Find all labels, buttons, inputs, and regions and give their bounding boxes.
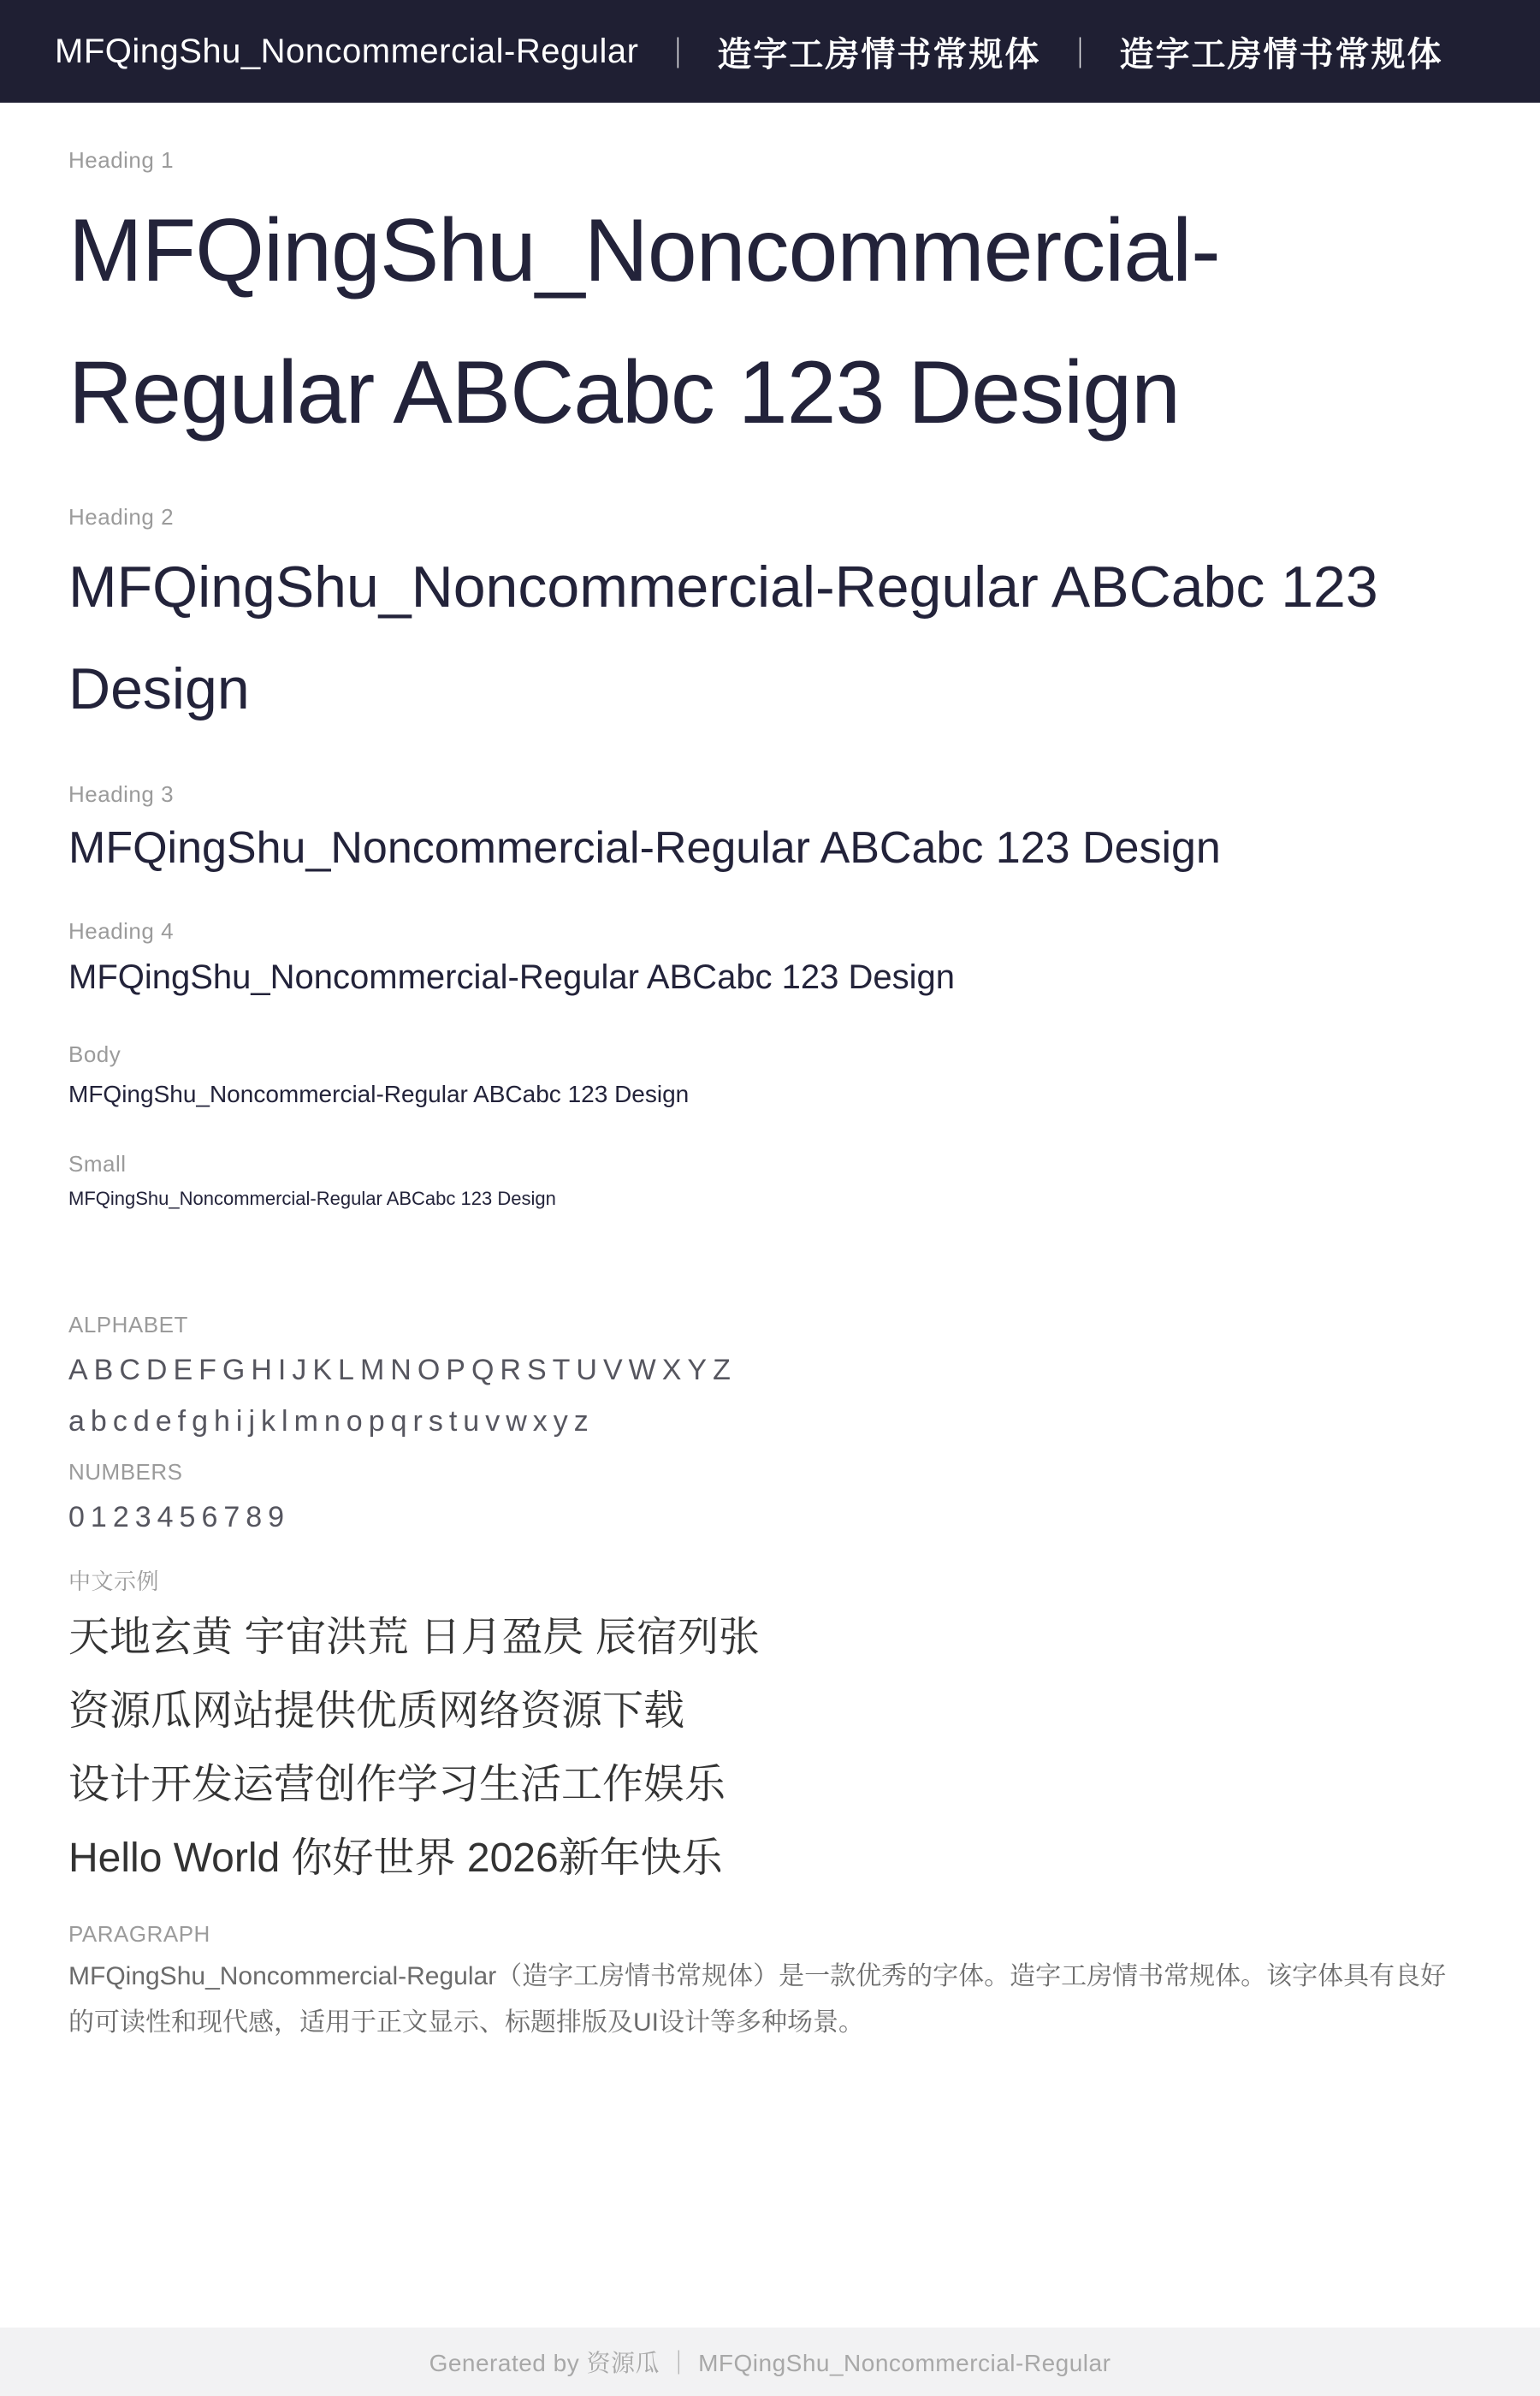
numbers-label: NUMBERS [68,1459,183,1486]
chinese-sample-line: 设计开发运营创作学习生活工作娱乐 [68,1762,726,1808]
specimen-sample-text: MFQingShu_Noncommercial-Regular ABCabc 123 Design [68,958,956,997]
specimen-sample-text: MFQingShu_Noncommercial-Regular ABCabc 123 Design [68,1081,690,1108]
specimen-heading-2 [68,502,1472,740]
specimen-heading-3 [68,780,1472,883]
specimen-body [68,1040,1472,1115]
chinese-sample-line: Hello World 你好世界 2026新年快乐 [68,1836,723,1882]
specimen-label: Heading 4 [68,918,175,945]
paragraph-text: MFQingShu_Noncommercial-Regular（造字工房情书常规体）是一款优秀的字体。造字工房情书常规体。该字体具有良好的可读性和现代感，适用于正文显示、标题排版及UI设计等多种场景。 [68,1962,1447,2037]
header-font-name: MFQingShu_Noncommercial-Regular [55,32,639,70]
specimen-heading-1 [68,145,1472,465]
specimen-sample-text: MFQingShu_Noncommercial-Regular ABCabc 123 Design [68,1187,556,1209]
paragraph-section [68,1919,1472,2046]
header-font-name-cn: 造字工房情书常规体 [717,35,1041,74]
specimen-sample-text: MFQingShu_Noncommercial-Regular ABCabc 123 Design [68,822,1221,873]
specimen-label: Heading 1 [68,147,175,173]
footer [0,2328,1540,2396]
numbers-row: 0123456789 [68,1501,291,1534]
header-font-name-cn-2: 造字工房情书常规体 [1119,35,1443,74]
alphabet-lowercase-row: abcdefghijklmnopqrstuvwxyz [68,1405,595,1438]
specimen-label: Heading 3 [68,780,175,807]
alphabet-label: ALPHABET [68,1312,188,1338]
specimen-heading-4 [68,916,1472,1004]
specimen-label: Small [68,1150,127,1177]
specimen-label: Heading 2 [68,503,175,530]
header-separator-icon: ｜ [662,35,694,71]
specimen-sample-text: MFQingShu_Noncommercial-Regular ABCabc 123 Design [68,554,1378,721]
header-bar [0,0,1540,103]
header-separator-icon: ｜ [1064,35,1096,71]
numbers-section [68,1457,1472,1543]
paragraph-label: PARAGRAPH [68,1921,210,1948]
specimen-sample-text: MFQingShu_Noncommercial-Regular ABCabc 123 Design [68,201,1220,443]
footer-credit-text: Generated by 资源瓜 ｜ MFQingShu_Noncommercial-Regular [429,2350,1111,2376]
chinese-sample-label: 中文示例 [68,1569,160,1595]
alphabet-uppercase-row: ABCDEFGHIJKLMNOPQRSTUVWXYZ [68,1354,737,1387]
specimen-content [0,103,1540,2046]
specimen-small [68,1149,1472,1214]
alphabet-section [68,1310,1472,1447]
chinese-sample-line: 资源瓜网站提供优质网络资源下载 [68,1688,685,1735]
chinese-sample-line: 天地玄黄 宇宙洪荒 日月盈昃 辰宿列张 [68,1615,761,1661]
specimen-label: Body [68,1041,121,1068]
chinese-sample-section [68,1567,1472,1895]
